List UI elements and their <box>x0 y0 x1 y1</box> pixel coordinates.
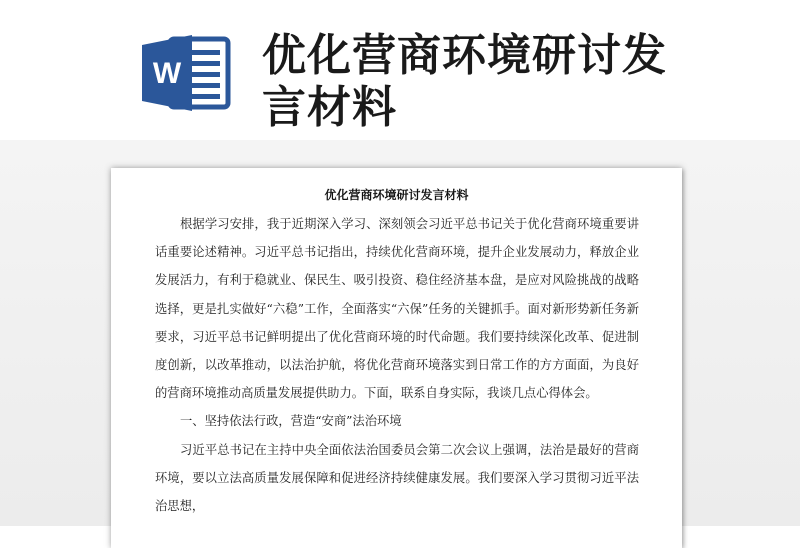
word-logo-letter: W <box>152 57 182 90</box>
section-paragraph: 习近平总书记在主持中央全面依法治国委员会第二次会议上强调，法治是最好的营商环境，要以立法高质量发展保障和促进经济持续健康发展。我们要深入学习贯彻习近平法治思想， <box>155 442 639 514</box>
page-title: 优化营商环境研讨发言材料 <box>262 30 667 133</box>
word-document-icon <box>140 33 232 113</box>
document-body <box>155 210 639 520</box>
section-heading: 一、坚持依法行政，营造“安商”法治环境 <box>180 414 402 429</box>
header-band <box>0 0 800 140</box>
intro-paragraph: 根据学习安排，我于近期深入学习、深刻领会习近平总书记关于优化营商环境重要讲话重要论述精神。习近平总书记指出，持续优化营商环境，提升企业发展动力，释放企业发展活力，有利于稳就业、保民生、吸引投资、稳住经济基本盘，是应对风险挑战的战略选择，更是扎实做好“六稳”工作，全面落实“六保”任务的关键抓手。面对新形势新任务新要求，习近平总书记鲜明提出了优化营商环境的时代命题。我们要持续深化改革、促进制度创新，以改革推动，以法治护航，将优化营商环境落实到日常工作的方方面面，为良好的营商环境推动高质量发展提供助力。下面，联系自身实际，我谈几点心得体会。 <box>155 217 639 401</box>
document-title: 优化营商环境研讨发言材料 <box>324 188 469 202</box>
document-page <box>111 168 682 548</box>
